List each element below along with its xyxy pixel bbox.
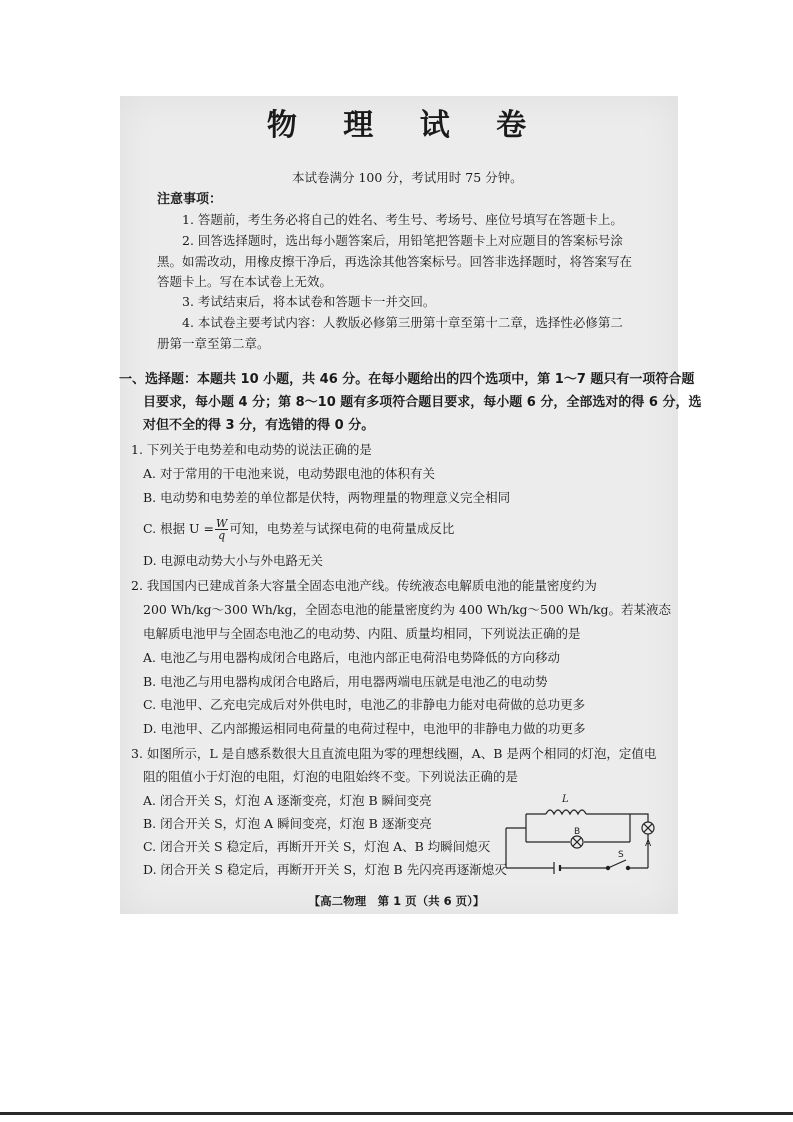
question-1-option-d: D. 电源电动势大小与外电路无关 (143, 553, 324, 568)
bottom-border (0, 1112, 793, 1115)
note-line: 2. 回答选择题时，选出每小题答案后，用铅笔把答题卡上对应题目的答案标号涂 (182, 233, 623, 248)
question-2-stem-line: 200 Wh/kg～300 Wh/kg，全固态电池的能量密度约为 400 Wh/kg～500 Wh/kg。若某液态 (143, 602, 672, 617)
wire (630, 814, 648, 822)
note-line: 3. 考试结束后，将本试卷和答题卡一并交回。 (182, 294, 436, 309)
question-2-option-a: A. 电池乙与用电器构成闭合电路后，电池内部正电荷沿电势降低的方向移动 (143, 650, 560, 665)
note-line: 4. 本试卷主要考试内容：人教版必修第三册第十章至第十二章，选择性必修第二 (182, 315, 623, 330)
inductor-label: L (562, 794, 569, 805)
section-heading-line: 目要求，每小题 4 分；第 8～10 题有多项符合题目要求，每小题 6 分，全部选对的得 6 分，选 (143, 395, 702, 410)
section-heading-line: 对但不全的得 3 分，有选错的得 0 分。 (143, 418, 375, 433)
question-3-stem: 3. 如图所示，L 是自感系数很大且直流电阻为零的理想线圈，A、B 是两个相同的灯泡，定值电 (131, 746, 657, 761)
question-1-stem: 1. 下列关于电势差和电动势的说法正确的是 (131, 442, 372, 457)
question-3-option-b: B. 闭合开关 S，灯泡 A 瞬间变亮，灯泡 B 逐渐变亮 (143, 816, 432, 831)
question-3-option-d: D. 闭合开关 S 稳定后，再断开开关 S，灯泡 B 先闪亮再逐渐熄灭 (143, 862, 507, 877)
question-3-stem-line: 阻的阻值小于灯泡的电阻，灯泡的电阻始终不变。下列说法正确的是 (143, 769, 519, 784)
fraction-w-over-q (215, 518, 228, 541)
section-heading: 一、选择题：本题共 10 小题，共 46 分。在每小题给出的四个选项中，第 1～7 题只有一项符合题 (119, 372, 695, 387)
option-c-prefix: C. 根据 U = (143, 521, 215, 536)
switch-label: S (618, 850, 624, 860)
circuit-diagram (496, 790, 672, 876)
fraction-numerator: W (216, 517, 228, 530)
question-2-stem-line: 电解质电池甲与全固态电池乙的电动势、内阻、质量均相同，下列说法正确的是 (143, 626, 581, 641)
lamp-b-cross (573, 838, 581, 846)
question-2-option-d: D. 电池甲、乙内部搬运相同电荷量的电荷过程中，电池甲的非静电力做的功更多 (143, 721, 586, 736)
question-2-stem: 2. 我国国内已建成首条大容量全固态电池产线。传统液态电解质电池的能量密度约为 (131, 578, 597, 593)
question-3-option-c: C. 闭合开关 S 稳定后，再断开开关 S，灯泡 A、B 均瞬间熄灭 (143, 839, 491, 854)
note-line: 1. 答题前，考生务必将自己的姓名、考生号、考场号、座位号填写在答题卡上。 (182, 212, 623, 227)
question-1-option-b: B. 电动势和电势差的单位都是伏特，两物理量的物理意义完全相同 (143, 490, 511, 505)
question-2-option-c: C. 电池甲、乙充电完成后对外供电时，电池乙的非静电力能对电荷做的总功更多 (143, 697, 586, 712)
exam-info: 本试卷满分 100 分，考试用时 75 分钟。 (292, 170, 523, 185)
fraction-denominator: q (218, 529, 226, 542)
note-line: 答题卡上。写在本试卷上无效。 (157, 274, 333, 289)
question-2-option-b: B. 电池乙与用电器构成闭合电路后，用电器两端电压就是电池乙的电动势 (143, 674, 548, 689)
inductor-coil (546, 810, 586, 814)
notes-heading: 注意事项： (157, 192, 223, 207)
question-3-option-a: A. 闭合开关 S，灯泡 A 逐渐变亮，灯泡 B 瞬间变亮 (143, 793, 432, 808)
question-1-option-a: A. 对于常用的干电池来说，电动势跟电池的体积有关 (143, 466, 435, 481)
lamp-b-label: B (574, 827, 581, 837)
lamp-a-cross (644, 824, 652, 832)
page-footer: 【高二物理 第 1 页（共 6 页）】 (308, 894, 485, 908)
option-c-suffix: 可知，电势差与试探电荷的电荷量成反比 (229, 521, 455, 536)
lamp-a-label: A (645, 839, 652, 849)
switch-blade (608, 860, 626, 868)
note-line: 黑。如需改动，用橡皮擦干净后，再选涂其他答案标号。回答非选择题时，将答案写在 (157, 254, 633, 269)
note-line: 册第一章至第二章。 (157, 336, 270, 351)
page-title: 物 理 试 卷 (266, 108, 545, 143)
question-1-option-c (143, 518, 454, 541)
